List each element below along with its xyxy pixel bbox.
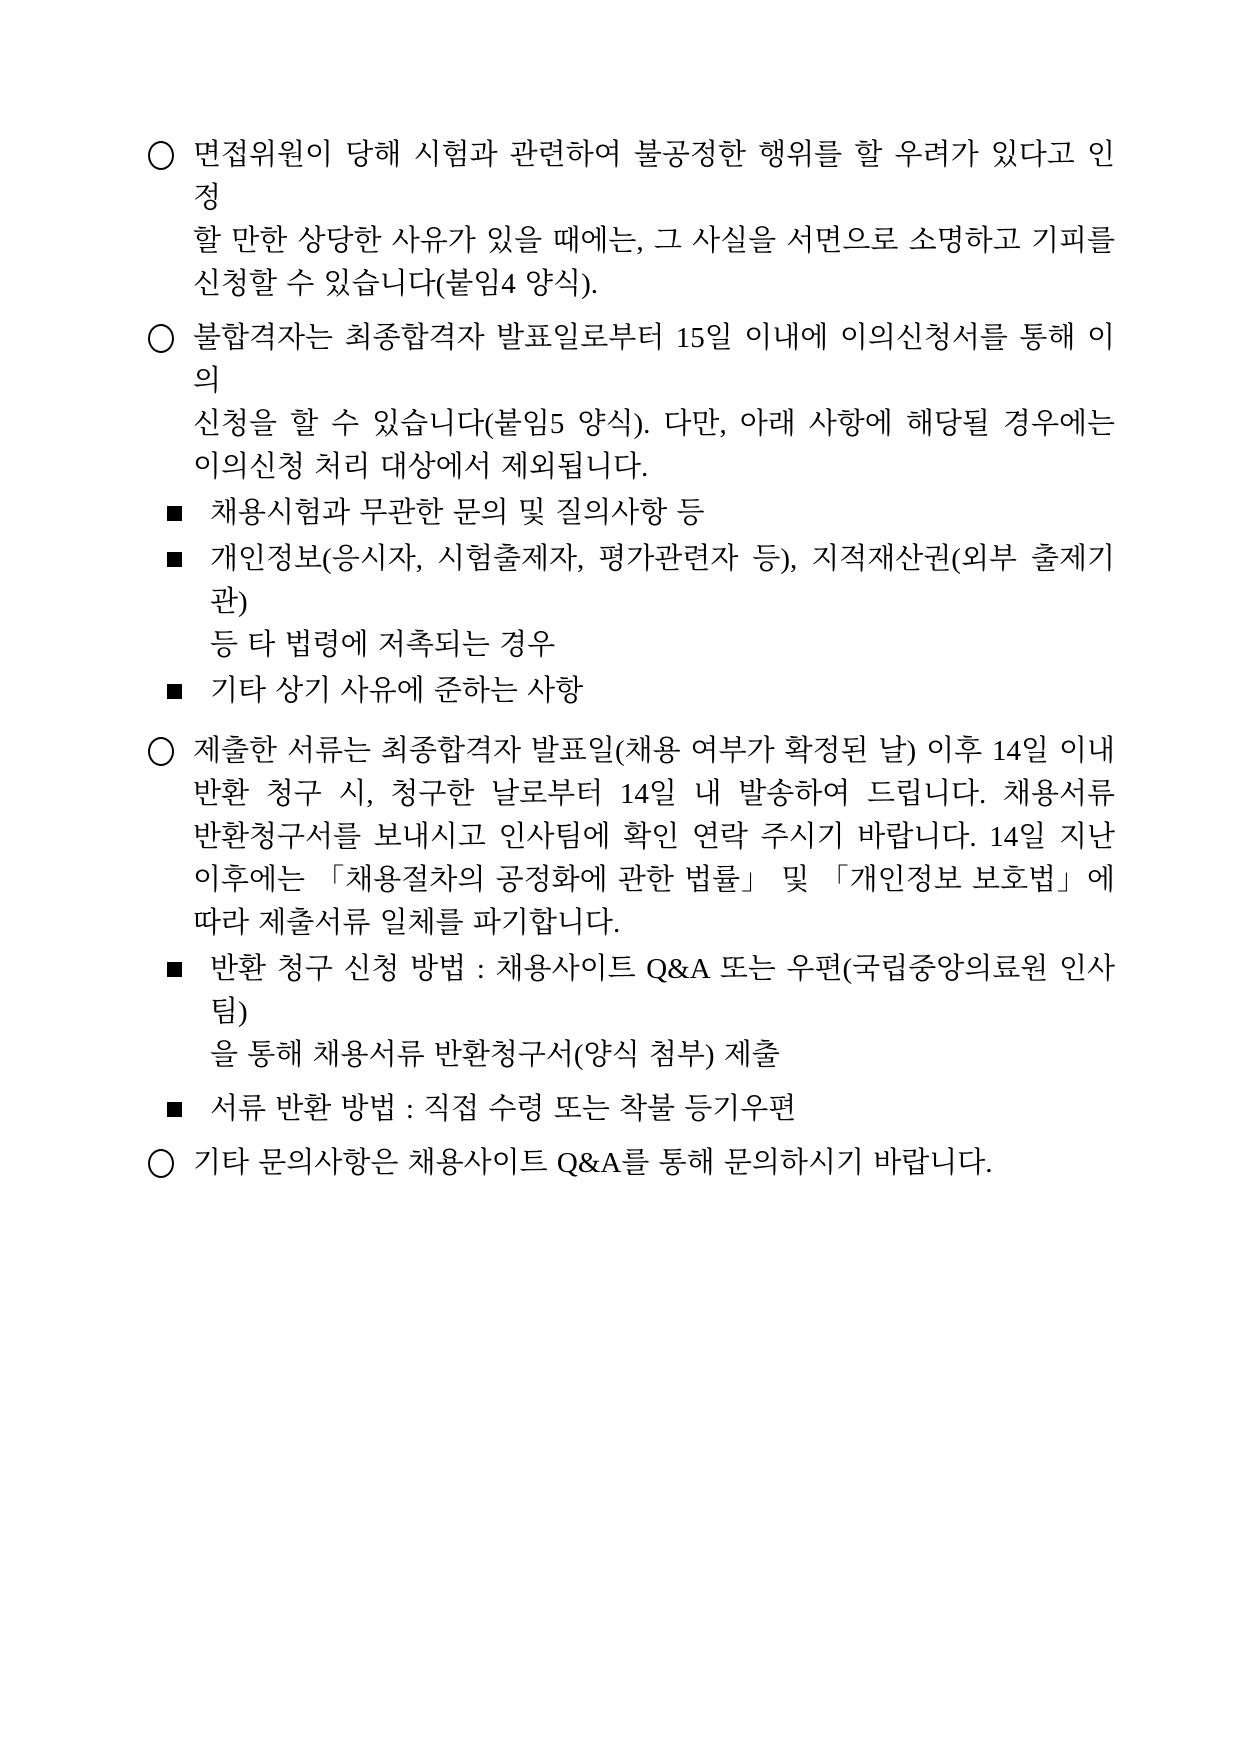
sub-bullet-paragraph — [148, 1088, 1115, 1131]
text-line: 이후에는 「채용절차의 공정화에 관한 법률」 및 「개인정보 보호법」에 — [193, 864, 1115, 896]
bullet-paragraph — [148, 1142, 1115, 1185]
document-body — [148, 134, 1115, 1185]
bullet-paragraph — [148, 134, 1115, 306]
text-line: 반환 청구 신청 방법 : 채용사이트 Q&A 또는 우편(국립중앙의료원 인사팀) — [210, 953, 1115, 1028]
text-line: 제출한 서류는 최종합격자 발표일(채용 여부가 확정된 날) 이후 14일 이내 — [193, 735, 1115, 767]
text-line: 신청을 할 수 있습니다(붙임5 양식). 다만, 아래 사항에 해당될 경우에는 — [193, 408, 1115, 440]
bullet-paragraph — [148, 317, 1115, 489]
circle-bullet-icon — [148, 737, 174, 766]
text-line: 신청할 수 있습니다(붙임4 양식). — [193, 268, 598, 300]
text-line: 서류 반환 방법 : 직접 수령 또는 착불 등기우편 — [210, 1093, 797, 1125]
sub-bullet-paragraph — [148, 538, 1115, 667]
square-bullet-icon — [167, 506, 182, 521]
text-line: 채용시험과 무관한 문의 및 질의사항 등 — [210, 497, 705, 529]
circle-bullet-icon — [148, 324, 174, 353]
square-bullet-icon — [167, 1102, 182, 1117]
circle-bullet-icon — [148, 1149, 174, 1178]
sub-bullet-paragraph — [148, 948, 1115, 1077]
sub-bullet-paragraph — [148, 670, 1115, 713]
text-line: 이의신청 처리 대상에서 제외됩니다. — [193, 451, 649, 483]
text-line: 면접위원이 당해 시험과 관련하여 불공정한 행위를 할 우려가 있다고 인정 — [193, 139, 1115, 214]
circle-bullet-icon — [148, 141, 174, 170]
sub-bullet-paragraph — [148, 492, 1115, 535]
text-line: 할 만한 상당한 사유가 있을 때에는, 그 사실을 서면으로 소명하고 기피를 — [193, 225, 1115, 257]
text-line: 기타 문의사항은 채용사이트 Q&A를 통해 문의하시기 바랍니다. — [193, 1147, 993, 1179]
text-line: 따라 제출서류 일체를 파기합니다. — [193, 907, 621, 939]
text-line: 기타 상기 사유에 준하는 사항 — [210, 675, 584, 707]
bullet-paragraph — [148, 730, 1115, 945]
square-bullet-icon — [167, 552, 182, 567]
square-bullet-icon — [167, 962, 182, 977]
text-line: 을 통해 채용서류 반환청구서(양식 첨부) 제출 — [210, 1039, 780, 1071]
square-bullet-icon — [167, 684, 182, 699]
text-line: 등 타 법령에 저촉되는 경우 — [210, 629, 556, 661]
text-line: 반환청구서를 보내시고 인사팀에 확인 연락 주시기 바랍니다. 14일 지난 — [193, 821, 1115, 853]
text-line: 반환 청구 시, 청구한 날로부터 14일 내 발송하여 드립니다. 채용서류 — [193, 778, 1115, 810]
text-line: 개인정보(응시자, 시험출제자, 평가관련자 등), 지적재산권(외부 출제기관) — [210, 543, 1115, 618]
text-line: 불합격자는 최종합격자 발표일로부터 15일 이내에 이의신청서를 통해 이의 — [193, 322, 1115, 397]
